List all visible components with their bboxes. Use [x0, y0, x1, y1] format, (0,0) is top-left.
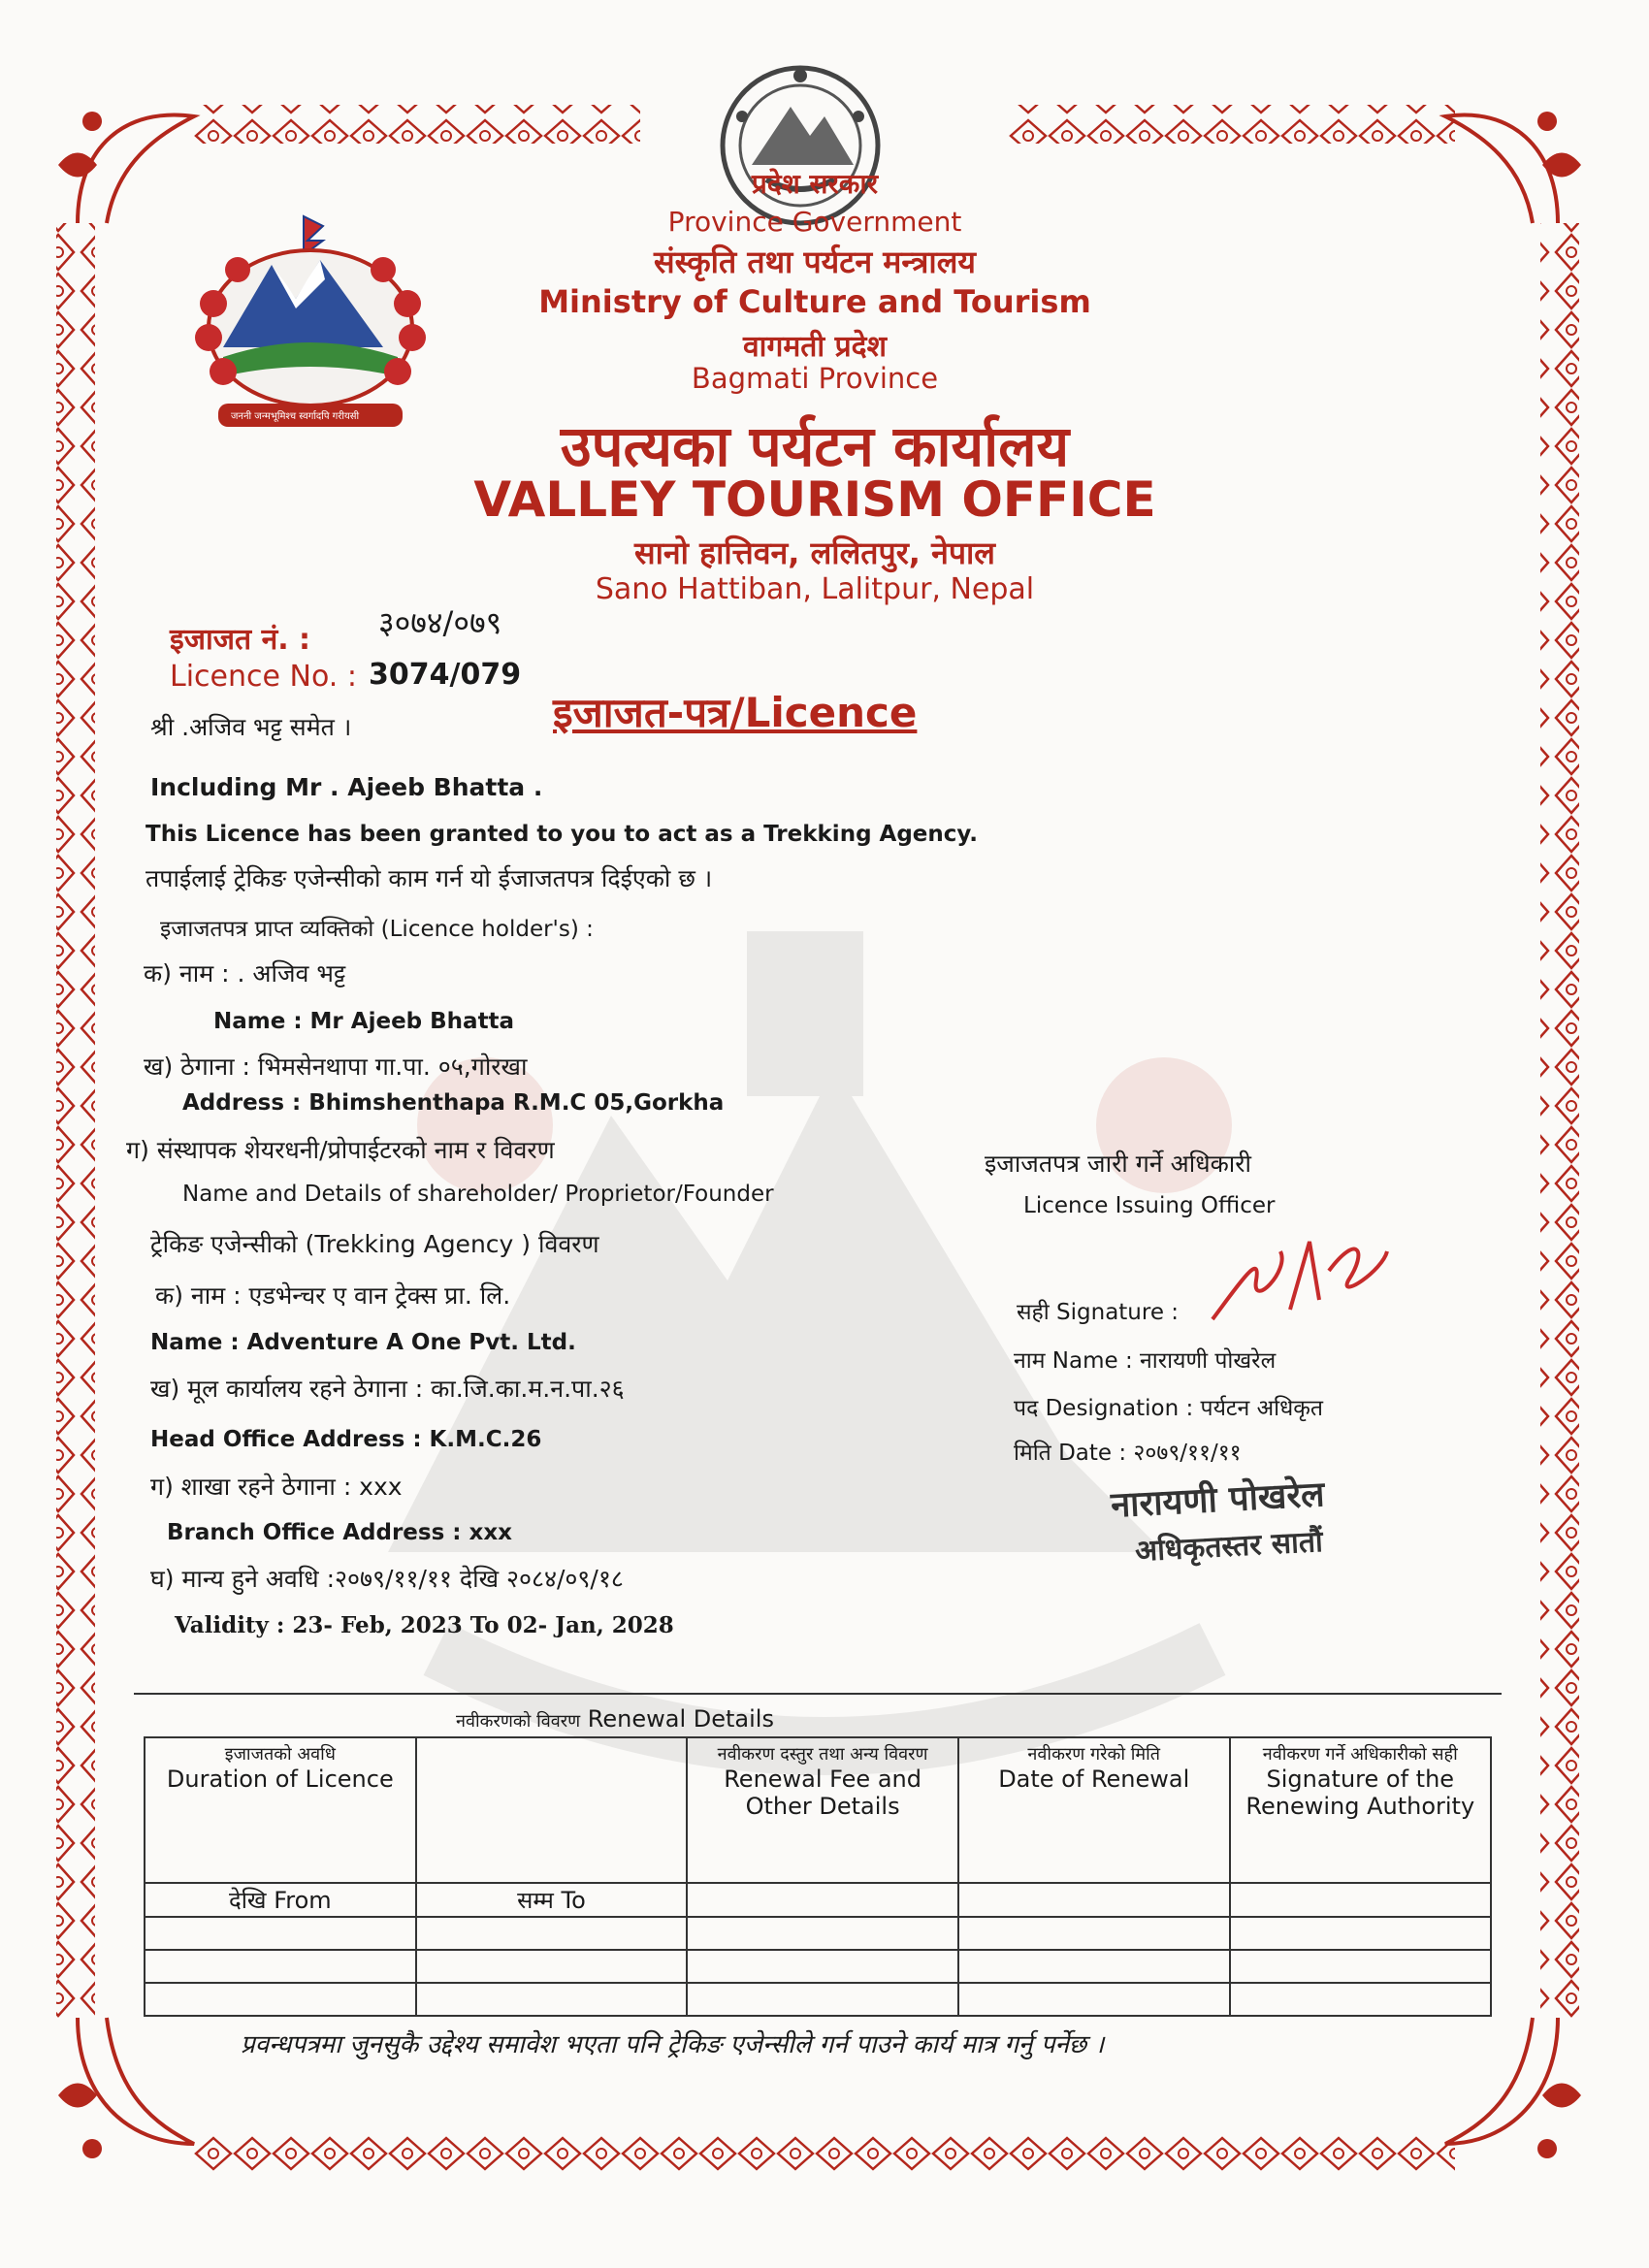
licence-no-label-en: Licence No. : [170, 660, 357, 694]
province-np: वागमती प्रदेश [743, 330, 887, 364]
table-row [145, 1917, 1491, 1950]
col-signature: नवीकरण गर्ने अधिकारीको सही Signature of the Renewing Authority [1230, 1737, 1491, 1883]
name-np: क) नाम : . अजिव भट्ट [144, 959, 346, 988]
founder-np: ग) संस्थापक शेयरधनी/प्रोपाईटरको नाम र विवरण [126, 1136, 555, 1164]
holder-heading: इजाजतपत्र प्राप्त व्यक्तिको (Licence holder's) : [160, 917, 594, 942]
col-duration: इजाजतको अवधि Duration of Licence [145, 1737, 416, 1883]
address-en: Sano Hattiban, Lalitpur, Nepal [595, 572, 1035, 606]
col-duration-blank [416, 1737, 688, 1883]
signature-label: सही Signature : [1017, 1300, 1180, 1325]
gov-np: प्रदेश सरकार [751, 168, 879, 200]
licence-title: इजाजत-पत्र/Licence [553, 689, 918, 736]
head-office-en: Head Office Address : K.M.C.26 [150, 1427, 542, 1452]
emblem-motto: जननी जन्मभूमिश्च स्वर्गादपि गरीयसी [231, 411, 360, 422]
address-np: सानो हात्तिवन, ललितपुर, नेपाल [633, 535, 996, 571]
licence-no-label-np: इजाजत नं. : [170, 623, 311, 657]
holder-np: श्री .अजिव भट्ट समेत । [150, 713, 352, 741]
table-row [145, 1983, 1491, 2016]
office-np: उपत्यका पर्यटन कार्यालय [560, 413, 1070, 479]
col-date: नवीकरण गरेको मिति Date of Renewal [958, 1737, 1230, 1883]
col-fee: नवीकरण दस्तुर तथा अन्य विवरण Renewal Fee and Other Details [687, 1737, 958, 1883]
founder-en: Name and Details of shareholder/ Proprietor/Founder [182, 1182, 774, 1207]
table-row [145, 1737, 1491, 1883]
granted-np: तपाईलाई ट्रेकिङ एजेन्सीको काम गर्न यो ईजाजतपत्र दिईएको छ । [146, 864, 713, 892]
licence-no-value-en: 3074/079 [369, 658, 522, 692]
gov-en: Province Government [667, 206, 962, 238]
validity-np: घ) मान्य हुने अवधि :२०७९/११/११ देखि २०८४/०९/१८ [150, 1565, 624, 1593]
officer-name: नाम Name : नारायणी पोखरेल [1014, 1348, 1277, 1374]
head-office-np: ख) मूल कार्यालय रहने ठेगाना : का.जि.का.म.न.पा.२६ [150, 1375, 625, 1403]
from-cell: देखि From [145, 1883, 416, 1917]
renewal-heading-np: नवीकरणको विवरण [456, 1711, 581, 1732]
renewal-table [144, 1736, 1492, 2017]
granted-en: This Licence has been granted to you to act as a Trekking Agency. [146, 822, 979, 847]
officer-date: मिति Date : २०७९/११/११ [1014, 1441, 1242, 1466]
address-detail-np: ख) ठेगाना : भिमसेनथापा गा.पा. ०५,गोरखा [144, 1053, 528, 1081]
officer-signature [1203, 1213, 1397, 1339]
to-cell: सम्म To [416, 1883, 688, 1917]
licence-no-value-np: ३०७४/०७९ [378, 604, 502, 641]
agency-name-np: क) नाम : एडभेन्चर ए वान ट्रेक्स प्रा. लि. [155, 1281, 511, 1310]
footer-note: प्रवन्धपत्रमा जुनसुकै उद्देश्य समावेश भएता पनि ट्रेकिङ एजेन्सीले गर्न पाउने कार्य मात्र गर्नु पर्नेछ । [241, 2030, 1105, 2059]
agency-heading: ट्रेकिङ एजेन्सीको (Trekking Agency ) विवरण [150, 1230, 599, 1258]
province-en: Bagmati Province [691, 362, 939, 395]
officer-heading-en: Licence Issuing Officer [1023, 1193, 1276, 1218]
officer-stamp-name: नारायणी पोखरेल [1110, 1474, 1326, 1526]
office-en: VALLEY TOURISM OFFICE [473, 471, 1156, 528]
ministry-en: Ministry of Culture and Tourism [538, 283, 1091, 320]
branch-np: ग) शाखा रहने ठेगाना : xxx [150, 1473, 403, 1501]
officer-stamp-title: अधिकृतस्तर सातौं [1134, 1524, 1324, 1570]
ministry-np: संस्कृति तथा पर्यटन मन्त्रालय [654, 243, 976, 280]
officer-designation: पद Designation : पर्यटन अधिकृत [1014, 1396, 1324, 1421]
validity-en: Validity : 23- Feb, 2023 To 02- Jan, 2028 [175, 1612, 674, 1638]
holder-en: Including Mr . Ajeeb Bhatta . [150, 773, 543, 801]
address-detail-en: Address : Bhimshenthapa R.M.C 05,Gorkha [182, 1090, 725, 1116]
name-en: Name : Mr Ajeeb Bhatta [213, 1009, 515, 1034]
table-row [145, 1883, 1491, 1917]
renewal-heading [456, 1705, 774, 1733]
branch-en: Branch Office Address : xxx [167, 1520, 512, 1545]
renewal-heading-en: Renewal Details [587, 1705, 774, 1733]
agency-name-en: Name : Adventure A One Pvt. Ltd. [150, 1330, 576, 1355]
table-row [145, 1950, 1491, 1983]
renewal-divider [134, 1693, 1502, 1695]
officer-heading-np: इजाजतपत्र जारी गर्ने अधिकारी [985, 1150, 1251, 1178]
